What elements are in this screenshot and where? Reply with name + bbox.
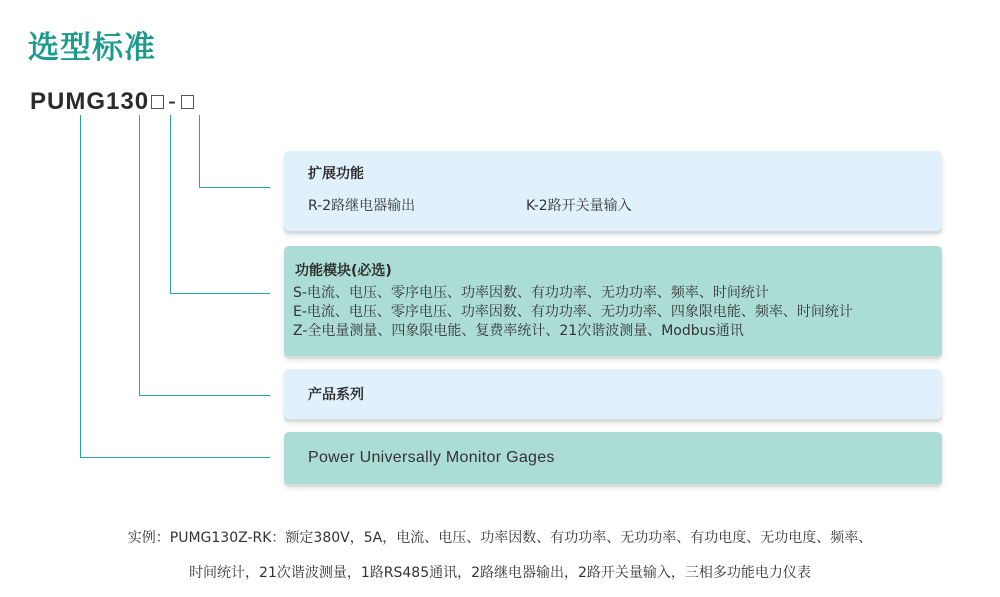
model-prefix: PUMG130 <box>30 88 150 115</box>
expand-option-relay: R-2路继电器输出 <box>308 198 416 214</box>
module-line-s: S-电流、电压、零序电压、功率因数、有功功率、无功功率、频率、时间统计 <box>293 285 769 301</box>
function-module-title: 功能模块(必选) <box>295 263 392 279</box>
connector-full-name <box>81 115 271 458</box>
expand-function-card <box>284 151 942 231</box>
full-name-text: Power Universally Monitor Gages <box>308 449 555 466</box>
model-separator: - <box>168 88 178 115</box>
expand-function-title: 扩展功能 <box>308 166 364 182</box>
expand-option-switch: K-2路开关量输入 <box>526 198 632 214</box>
connector-series <box>140 115 271 396</box>
product-series-card <box>284 369 942 419</box>
example-line-1: 实例：PUMG130Z-RK：额定380V，5A，电流、电压、功率因数、有功功率、无功功率、有功电度、无功电度、频率、 <box>127 530 873 546</box>
connector-expand <box>200 115 271 188</box>
expand-options <box>308 195 918 215</box>
example-line-2: 时间统计，21次谐波测量，1路RS485通讯，2路继电器输出，2路开关量输入，三相多功能电力仪表 <box>189 565 811 581</box>
module-line-e: E-电流、电压、零序电压、功率因数、有功功率、无功功率、四象限电能、频率、时间统计 <box>293 304 853 320</box>
full-name-card <box>284 432 942 484</box>
product-series-title: 产品系列 <box>308 387 364 403</box>
page-title: 选型标准 <box>28 30 156 66</box>
connector-module <box>171 115 271 294</box>
module-line-z: Z-全电量测量、四象限电能、复费率统计、21次谐波测量、Modbus通讯 <box>293 323 744 339</box>
function-module-card <box>284 246 942 356</box>
